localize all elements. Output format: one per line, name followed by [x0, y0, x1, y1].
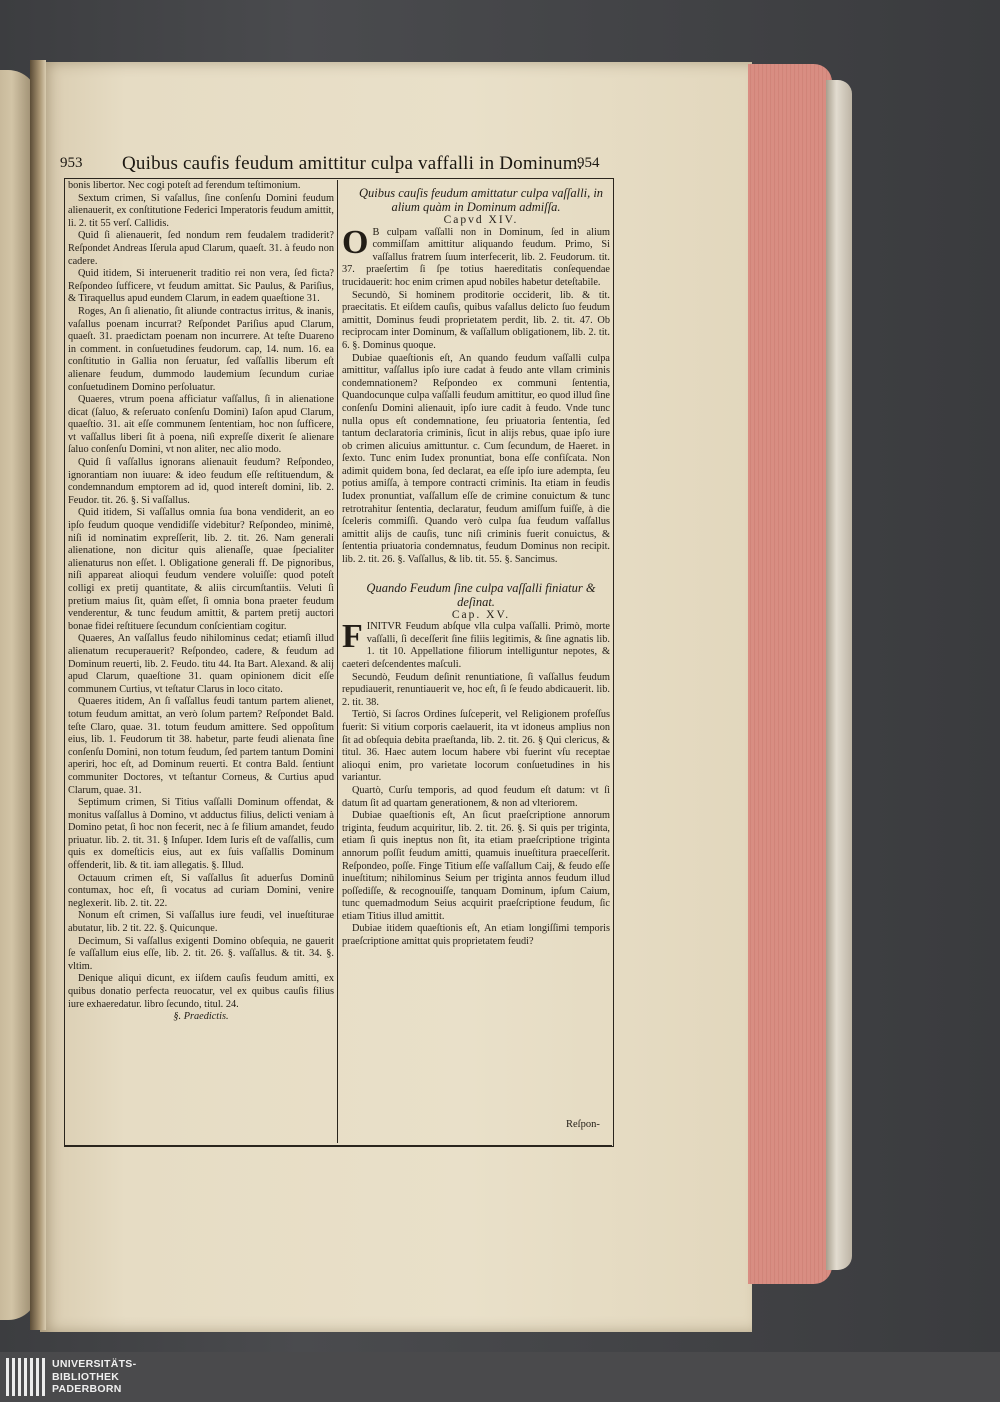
paragraph: Sextum crimen, Si vaſallus, ſine conſenſu Domini feudum alienauerit, ex conſtitutione Federici Imperatoris feudum amittit, li. 2. tit 55 verſ. Callidis.: [68, 192, 334, 229]
running-title: Quibus caufis feudum amittitur culpa vaffalli in Dominum.: [122, 153, 583, 174]
paragraph: Dubiae itidem quaeſtionis eſt, An etiam longiſſimi temporis praeſcriptione amittat quis proprietatem feudi?: [342, 923, 610, 948]
paragraph: Quid itidem, Si vaſſallus omnia ſua bona vendiderit, an eo ipſo feudum quoque vendidiſſe videbitur? Reſpondeo, minimè, niſi id nominatim expreſſerit, lib. 2. tit. 26. Nam generali alienatione, non dicitur quis alienaſſe, quae ſpecialiter alienaturus non eſſet. l. Obligatione generali ff. De pignoribus, niſi appareat alioqui feudum vendere voluiſſe: quod poteſt colligi ex pretij quantitate, & aliis circumſtantiis. Veluti ſi pretium maius ſit, quàm eſſet, ſi omnia bona praeter feudum venderentur, & tunc feudum amittit, & partem pretij auctori bonae fidei reſtituere ſecundum conſcientiam cogitur.: [68, 507, 334, 632]
paragraph-text: B culpam vaſſalli non in Dominum, ſed in alium commiſſam amittitur aliquando feudum. Primo, Si vaſſallus fratrem ſuum interfecerit, lib. 2. Feudorum. tit. 37. praeſertim ſi ſpe totius haereditatis conſequendae trucidauerit: hoc enim crimen apud nobiles habetur deteſtabile.: [342, 226, 610, 288]
paragraph: Quaeres itidem, An ſi vaſſallus feudi tantum partem alienet, totum feudum amittat, an verò ſolum partem? Reſpondet Bald. teſte Claro, quae. 31. totum feudum amittere. Sed oppoſitum eius, lib. 1. Feudorum tit 38. habetur, parte feudi alienata ſine conſenſu Domini, non totum feudum, ſed partem tantum Domini aperiri, hoc eſt, ad Dominum reuerti. Et contra Bald. ſentiunt communiter Doctores, vt teſtantur Corneus, & Curtius apud Clarum, quae. 31.: [68, 696, 334, 796]
paragraph: Roges, An ſi alienatio, ſit aliunde contractus irritus, & inanis, vaſallus poenam incurrat? Reſpondet Pariſius apud Clarum, quaeſt. 31. praedictam poenam non incurrere. At teſte Duareno in comment. in conſuetudines feudorum. cap, 14. num. 16. ea conſtitutio in Gallia non ſeruatur, ſed vaſſallis liberum eſt alienare feudum, dummodo laudemium ſecundum curiae conſuetudinem Domino perſoluatur.: [68, 305, 334, 393]
paragraph: Quartò, Curſu temporis, ad quod feudum eſt datum: vt ſi datum ſit ad quartam generationem, & non ad vlteriorem.: [342, 784, 610, 809]
paragraph: Quid ſi vaſſallus ignorans alienauit feudum? Reſpondeo, ignorantiam non iuuare: & ideo feudum eſſe reſtituendum, & condemnandum emptorem ad id, quod intereſt domini, lib. 2. Feudor. tit. 26. §. Si vaſſallus.: [68, 457, 334, 506]
page-number-left: 953: [60, 155, 83, 171]
paragraph: [342, 223, 610, 290]
paragraph: Octauum crimen eſt, Si vaſſallus ſit aduerſus Dominū contumax, hoc eſt, ſi vocatus ad curiam Domini, venire neglexerit. lib. 2. tit. 22.: [68, 872, 334, 909]
paragraph: bonis libertor. Nec cogi poteſt ad ferendum teſtimonium.: [68, 180, 301, 191]
library-name-line: PADERBORN: [52, 1383, 122, 1395]
paragraph: Secundò, Feudum deſinit renuntiatione, ſi vaſſallus feudum repudiauerit, renuntiauerit ve, hoc eſt, ſi ſe feudo abdicauerit. lib. 2. tit. 38.: [342, 671, 610, 708]
end-reference: §. Praedictis.: [173, 1011, 229, 1023]
section-heading: Quando Feudum ſine culpa vaſſalli finiatur & deſinat.: [366, 580, 596, 609]
drop-capital: O: [342, 223, 369, 261]
paragraph: Tertiò, Si ſacros Ordines ſuſceperit, vel Religionem profeſſus fuerit: Si vitium corporis caelauerit, ita vt idoneus amplius non ſit ad obſequia debita praeſtanda, lib. 2. tit. 26. § Qui clericus, & titul. 36. Haec autem locum habere vbi fuerint vſu receptae alioqui enim, pro varietate locorum conſuetudines in his variantur.: [342, 709, 610, 784]
page-number-right: 954: [577, 155, 600, 171]
paragraph: Secundò, Si hominem proditorie occiderit, lib. & tit. praecitatis. Et eiſdem cauſis, quibus vaſallus delicto ſuo feudum amittit, Dominus feudi proprietatem perdit, lib. 2. tit. 47. Ob reciprocam inter Dominum, & vaſſallum obligationem, lib. 2. tit. 6. §. Dominus quoque.: [342, 289, 610, 351]
paragraph: Dubiae quaeſtionis eſt, An quando feudum vaſſalli culpa amittitur, vaſſallus ipſo iure cadat à feudo ante vllam criminis condemnationem? Reſpondeo ex communi ſententia, Quandocunque culpa vaſſalli feudum amittitur, eo quod illud ſine conſenſu Domini alienauit, ipſo iure cadit à feudo. Vnde tunc nulla opus eſt condemnatione, ſeu priuatoria ſententia, ſed tantum declaratoria criminis, ſicut in alijs rebus, quae ipſo iure ob crimen alicuius amittuntur. c. Cum ſecundum, de Haeret. in ſexto. Tunc enim Iudex pronuntiat, bona eſſe confiſcata. Non adimit quidem bona, ſed declarat, ea eſſe ipſo iure adempta, ſeu potius amiſſa, à tempore contracti criminis. Ita etiam in feudis Iudex pronuntiat, vaſſallum eſſe de crimine conuictum & tunc retrotrahitur ſententia, declaratur, feudum amiſſum fuiſſe, à die ſceleris commiſſi. Quando verò culpa ſua feudum vaſſallus amittit alijs de cauſis, tunc niſi criminis fuerit conuictus, & ſententia priuatoria condemnatus, feudum Dominus non recipit. lib. 2. tit. 26. §. Vaſſallus, & lib. tit. 55. §. Sancimus.: [342, 352, 610, 566]
drop-capital: F: [342, 618, 363, 656]
gutter: [30, 60, 46, 1330]
paragraph: Quaeres, An vaſſallus feudo nihilominus cedat; etiamſi illud alienatum recuperauerit? Reſpondeo, cadere, & feudum ad Dominum reuerti, lib. 2. Feudo. titu 44. Ita Bart. Alexand. & alij apud Clarum, quaeſtione 31. quam opinionem dicit eſſe communem Curtius, vt teſtatur Clarus in loco citato.: [68, 633, 334, 695]
left-column: [68, 180, 334, 1140]
library-name-line: UNIVERSITÄTS-: [52, 1358, 137, 1370]
paragraph: Quid itidem, Si interuenerit traditio rei non vera, ſed ficta? Reſpondeo ſufficere, vt feudum amittat. Sic Paulus, & Pariſius, & Tiraquellus apud eundem Clarum, in eadem quaeſtione 31.: [68, 268, 334, 305]
paragraph: Septimum crimen, Si Titius vaſſalli Dominum offendat, & monitus vaſſallus à Domino, vt adductus filius, delicti veniam à Domino petat, ſi hoc non fecerit, nec à ſe filium amandet, feudo priuatur. lib. 2. tit. 31. § Inſuper. Idem Iuris eſt de vaſſallis, cum quis ex domeſticis eius, aut ex ſuis vaſſallis Dominum offenderit, lib. & tit. iam allegatis. §. Illud.: [68, 797, 334, 872]
section-heading: Quibus cauſis feudum amittatur culpa vaſſalli, in alium quàm in Dominum admiſſa.: [358, 186, 604, 214]
library-footer: [0, 1352, 1000, 1402]
library-logo-icon: [6, 1358, 48, 1396]
paragraph: Nonum eſt crimen, Si vaſſallus iure feudi, vel inueſtiturae abutatur, lib. 2 tit. 22. §. Quicunque.: [68, 910, 334, 935]
paragraph: Dubiae quaeſtionis eſt, An ſicut praeſcriptione annorum triginta, feudum acquiritur, lib. 2. tit. 26. §. Si quis per triginta, etiam ſi quis ineptus non ſit, ita etiam praeſcriptione triginta annorum poſſit feudum amitti, quamuis inueſtitura praeceſſerit. Reſpondeo, poſſe. Finge Titium eſſe vaſſallum Caij, & feudo eſſe inueſtitum; nihilominus Seium per triginta annos feudum illud poſſediſſe, & recognouiſſe, tanquam Dominum, ipſum Caium, tunc quemadmodum Seius acquirit praeſcriptione feudum, ſic etiam Titius illud amittit.: [342, 810, 610, 922]
paragraph-text: INITVR Feudum abſque vlla culpa vaſſalli. Primò, morte vaſſalli, ſi deceſſerit ſine filiis legitimis, & ſine agnatis lib. 1. tit 10. Appellatione filiorum intelliguntur nepotes, & caeteri deſcendentes maſculi.: [342, 621, 610, 670]
library-name: [52, 1358, 136, 1396]
paragraph: Quaeres, vtrum poena afficiatur vaſſallus, ſi in alienatione dicat (ſaluo, & reſeruato conſenſu Domini) Iaſon apud Clarum, quaeſtio. 31. ait eſſe communem ſententiam, hoc non ſufficere, vt vaſſallus liberi ſit à poena, niſi expreſſe dixerit ſe alienare ſaluo conſenſu Domini, vt non aliter, nec alio modo.: [68, 394, 334, 456]
library-name-line: BIBLIOTHEK: [52, 1370, 120, 1383]
paragraph: Decimum, Si vaſſallus exigenti Domino obſequia, ne gauerit ſe vaſſallum eius eſſe, lib. 2. tit. 26. §. vaſſallus. & tit. 34. §. vltim.: [68, 935, 334, 972]
running-head: [60, 153, 620, 179]
paragraph: Quid ſi alienauerit, ſed nondum rem feudalem tradiderit? Reſpondet Andreas Iſerula apud Clarum, quaeſt. 31. à feudo non cadere.: [68, 230, 334, 267]
page-block-edge: [748, 64, 832, 1284]
chapter-number: Capvd XIV.: [443, 214, 519, 226]
chapter-number: Cap. XV.: [451, 608, 511, 621]
paragraph: Denique aliqui dicunt, ex iiſdem cauſis feudum amitti, ex quibus donatio perfecta reuocatur, vel ex quibus cauſis filius iure exhaeredatur. libro ſecundo, titul. 24.: [68, 973, 334, 1010]
column-divider: [337, 180, 338, 1143]
cover-edge: [826, 80, 852, 1270]
paragraph: [342, 618, 610, 671]
right-column: [342, 186, 610, 1141]
catchword: Reſpon-: [566, 1119, 600, 1130]
frame-bottom-rule: [64, 1145, 612, 1147]
